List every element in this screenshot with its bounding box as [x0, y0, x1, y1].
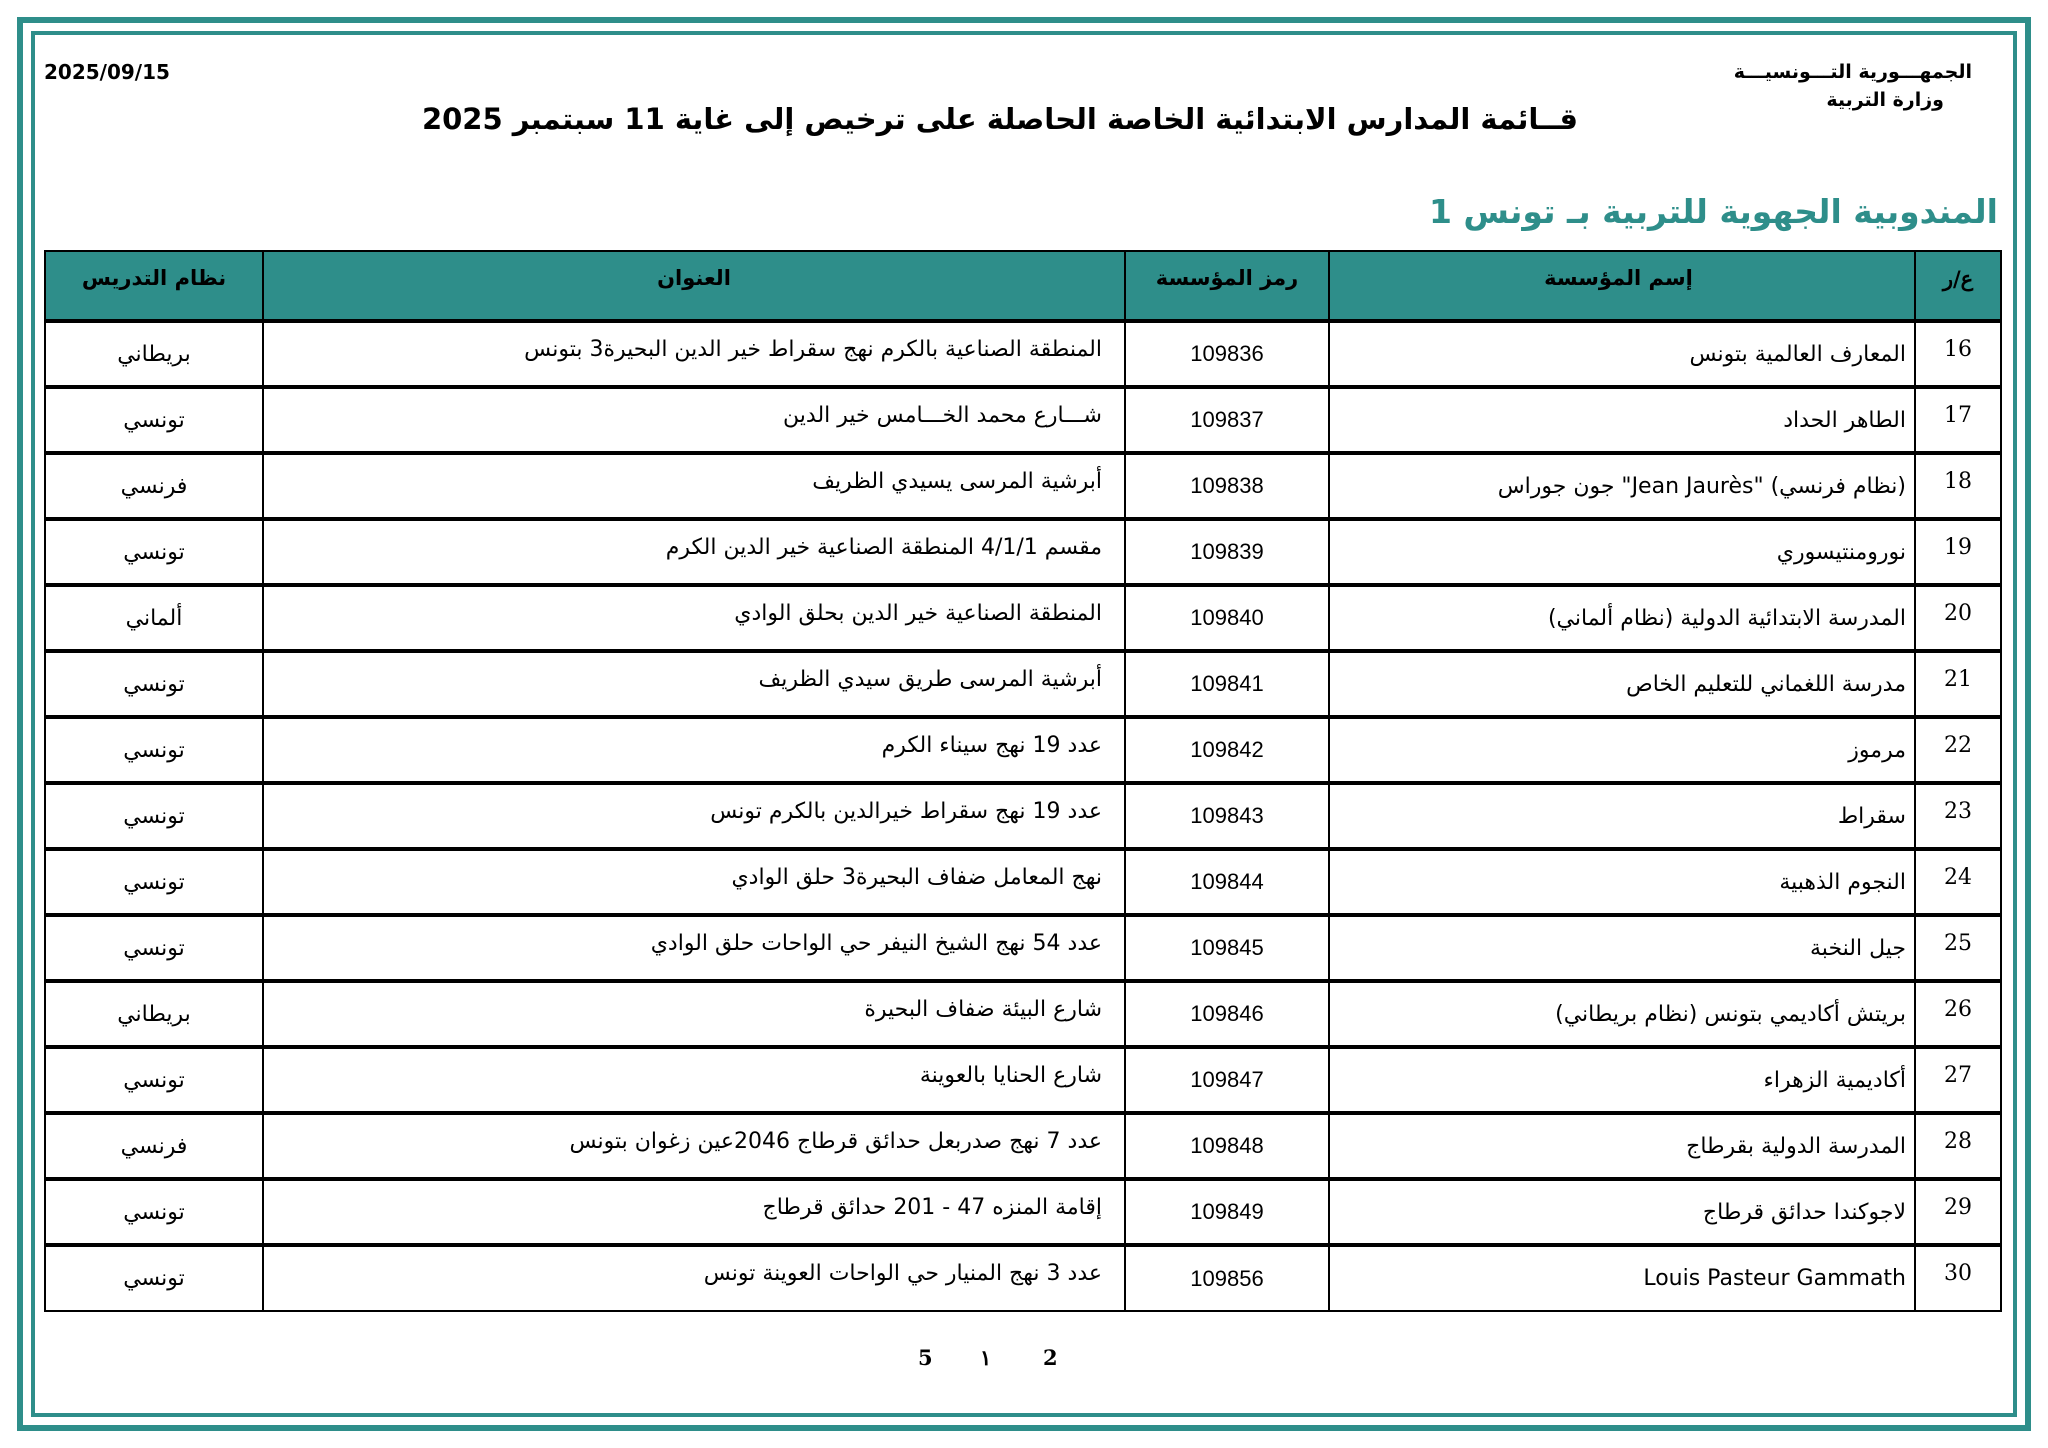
teaching-system: تونسي — [45, 651, 263, 717]
page-number: 2 — [1043, 1345, 1058, 1370]
column-header-code: رمز المؤسسة — [1125, 251, 1329, 321]
column-header-name: إسم المؤسسة — [1329, 251, 1915, 321]
page-title: قــائمة المدارس الابتدائية الخاصة الحاصلة على ترخيص إلى غاية 11 سبتمبر 2025 — [421, 102, 1579, 136]
teaching-system: ألماني — [45, 585, 263, 651]
school-address: عدد 7 نهج صدربعل حدائق قرطاج 2046عين زغوان بتونس — [263, 1113, 1125, 1179]
row-number: 21 — [1915, 651, 2001, 717]
school-address: عدد 3 نهج المنيار حي الواحات العوينة تونس — [263, 1245, 1125, 1311]
school-address: شارع الحنايا بالعوينة — [263, 1047, 1125, 1113]
school-code: 109847 — [1125, 1047, 1329, 1113]
school-address: المنطقة الصناعية بالكرم نهج سقراط خير الدين البحيرة3 بتونس — [263, 321, 1125, 387]
row-number: 27 — [1915, 1047, 2001, 1113]
school-name: الطاهر الحداد — [1329, 387, 1915, 453]
school-code: 109842 — [1125, 717, 1329, 783]
table-row — [45, 849, 2001, 915]
school-code: 109836 — [1125, 321, 1329, 387]
school-code: 109844 — [1125, 849, 1329, 915]
school-address: أبرشية المرسى يسيدي الظريف — [263, 453, 1125, 519]
school-name: سقراط — [1329, 783, 1915, 849]
row-number: 23 — [1915, 783, 2001, 849]
table-row — [45, 519, 2001, 585]
teaching-system: تونسي — [45, 783, 263, 849]
school-address: أبرشية المرسى طريق سيدي الظريف — [263, 651, 1125, 717]
school-address: عدد 19 نهج سقراط خيرالدين بالكرم تونس — [263, 783, 1125, 849]
school-code: 109841 — [1125, 651, 1329, 717]
school-address: إقامة المنزه 47 - 201 حدائق قرطاج — [263, 1179, 1125, 1245]
school-code: 109837 — [1125, 387, 1329, 453]
teaching-system: فرنسي — [45, 1113, 263, 1179]
row-number: 20 — [1915, 585, 2001, 651]
row-number: 24 — [1915, 849, 2001, 915]
teaching-system: تونسي — [45, 717, 263, 783]
row-number: 28 — [1915, 1113, 2001, 1179]
school-address: مقسم 4/1/1 المنطقة الصناعية خير الدين الكرم — [263, 519, 1125, 585]
row-number: 16 — [1915, 321, 2001, 387]
school-address: المنطقة الصناعية خير الدين بحلق الوادي — [263, 585, 1125, 651]
teaching-system: بريطاني — [45, 321, 263, 387]
school-name: لاجوكندا حدائق قرطاج — [1329, 1179, 1915, 1245]
school-address: نهج المعامل ضفاف البحيرة3 حلق الوادي — [263, 849, 1125, 915]
row-number: 29 — [1915, 1179, 2001, 1245]
row-number: 18 — [1915, 453, 2001, 519]
table-row — [45, 453, 2001, 519]
page-total: 5 — [918, 1345, 933, 1370]
teaching-system: تونسي — [45, 915, 263, 981]
school-name: المدرسة الابتدائية الدولية (نظام ألماني) — [1329, 585, 1915, 651]
school-name: مدرسة اللغماني للتعليم الخاص — [1329, 651, 1915, 717]
teaching-system: تونسي — [45, 1245, 263, 1311]
column-header-num: ع/ر — [1915, 251, 2001, 321]
school-name: (نظام فرنسي) "Jean Jaurès" جون جوراس — [1329, 453, 1915, 519]
teaching-system: تونسي — [45, 849, 263, 915]
table-row — [45, 783, 2001, 849]
school-code: 109849 — [1125, 1179, 1329, 1245]
table-row — [45, 321, 2001, 387]
school-code: 109843 — [1125, 783, 1329, 849]
table-row — [45, 1245, 2001, 1311]
table-row — [45, 585, 2001, 651]
column-header-system: نظام التدريس — [45, 251, 263, 321]
teaching-system: تونسي — [45, 1179, 263, 1245]
school-name: النجوم الذهبية — [1329, 849, 1915, 915]
school-code: 109856 — [1125, 1245, 1329, 1311]
table-header-row — [45, 251, 2001, 321]
school-name: مرموز — [1329, 717, 1915, 783]
row-number: 17 — [1915, 387, 2001, 453]
school-address: عدد 19 نهج سيناء الكرم — [263, 717, 1125, 783]
school-name: Louis Pasteur Gammath — [1329, 1245, 1915, 1311]
table-row — [45, 981, 2001, 1047]
table-row — [45, 717, 2001, 783]
school-name: جيل النخبة — [1329, 915, 1915, 981]
school-code: 109838 — [1125, 453, 1329, 519]
school-address: عدد 54 نهج الشيخ النيفر حي الواحات حلق الوادي — [263, 915, 1125, 981]
page-separator: ١ — [980, 1345, 992, 1370]
school-code: 109846 — [1125, 981, 1329, 1047]
republic-label: الجمهـــورية التـــونسيـــة — [1733, 61, 1972, 83]
table-row — [45, 387, 2001, 453]
school-name: المعارف العالمية بتونس — [1329, 321, 1915, 387]
row-number: 26 — [1915, 981, 2001, 1047]
row-number: 30 — [1915, 1245, 2001, 1311]
school-name: نورومنتيسوري — [1329, 519, 1915, 585]
school-address: شارع البيئة ضفاف البحيرة — [263, 981, 1125, 1047]
teaching-system: بريطاني — [45, 981, 263, 1047]
school-code: 109840 — [1125, 585, 1329, 651]
teaching-system: تونسي — [45, 387, 263, 453]
row-number: 25 — [1915, 915, 2001, 981]
school-code: 109848 — [1125, 1113, 1329, 1179]
ministry-header — [1642, 58, 1972, 114]
school-name: بريتش أكاديمي بتونس (نظام بريطاني) — [1329, 981, 1915, 1047]
table-row — [45, 915, 2001, 981]
school-name: أكاديمية الزهراء — [1329, 1047, 1915, 1113]
region-title: المندوبية الجهوية للتربية بـ تونس 1 — [1428, 192, 1998, 231]
teaching-system: تونسي — [45, 1047, 263, 1113]
table-row — [45, 651, 2001, 717]
table-row — [45, 1179, 2001, 1245]
teaching-system: تونسي — [45, 519, 263, 585]
table-row — [45, 1113, 2001, 1179]
row-number: 22 — [1915, 717, 2001, 783]
school-code: 109839 — [1125, 519, 1329, 585]
teaching-system: فرنسي — [45, 453, 263, 519]
school-name: المدرسة الدولية بقرطاج — [1329, 1113, 1915, 1179]
column-header-address: العنوان — [263, 251, 1125, 321]
document-date: 2025/09/15 — [44, 60, 170, 84]
row-number: 19 — [1915, 519, 2001, 585]
school-code: 109845 — [1125, 915, 1329, 981]
schools-table — [44, 250, 2002, 1312]
school-address: شـــارع محمد الخـــامس خير الدين — [263, 387, 1125, 453]
table-row — [45, 1047, 2001, 1113]
ministry-label: وزارة التربية — [1826, 89, 1944, 111]
